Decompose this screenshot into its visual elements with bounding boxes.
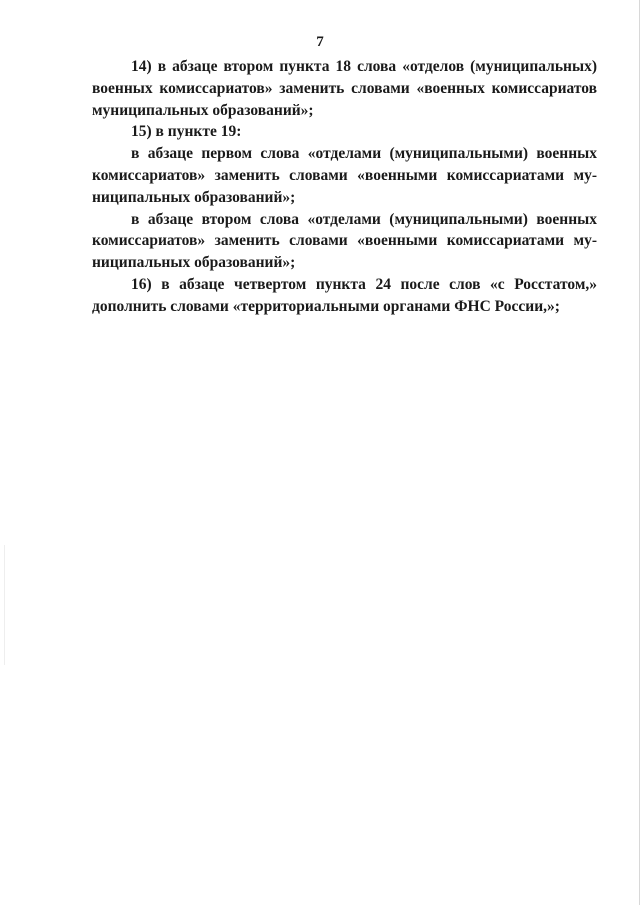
text-line: ниципальных образований»; xyxy=(92,254,296,272)
text-line: военных комиссариатов» заменить словами «военных комиссариатов xyxy=(92,79,597,97)
text-line: комиссариатов» заменить словами «военными комиссариатами му- xyxy=(92,166,597,184)
text-line: 14) в абзаце втором пункта 18 слова «отделов (муниципальных) xyxy=(131,58,597,75)
text-line: муниципальных образований»; xyxy=(92,101,314,119)
text-line: дополнить словами «территориальными органами ФНС России,»; xyxy=(92,297,560,315)
paragraph-item-15 xyxy=(92,121,597,143)
page-number: 7 xyxy=(316,34,324,50)
scan-artifact xyxy=(4,545,5,665)
text-line: в абзаце первом слова «отделами (муниципальными) военных xyxy=(131,145,597,163)
paragraph-item-15-second xyxy=(92,209,597,274)
text-line: комиссариатов» заменить словами «военными комиссариатами му- xyxy=(92,232,597,250)
text-line: в абзаце втором слова «отделами (муниципальными) военных xyxy=(131,210,597,228)
paragraph-item-16 xyxy=(92,274,597,318)
document-body xyxy=(92,56,597,318)
text-line: 15) в пункте 19: xyxy=(131,123,242,141)
text-line: ниципальных образований»; xyxy=(92,188,296,206)
paragraph-item-15-first xyxy=(92,143,597,208)
text-line: 16) в абзаце четвертом пункта 24 после слов «с Росстатом,» xyxy=(131,275,597,293)
paragraph-item-14 xyxy=(92,56,597,121)
